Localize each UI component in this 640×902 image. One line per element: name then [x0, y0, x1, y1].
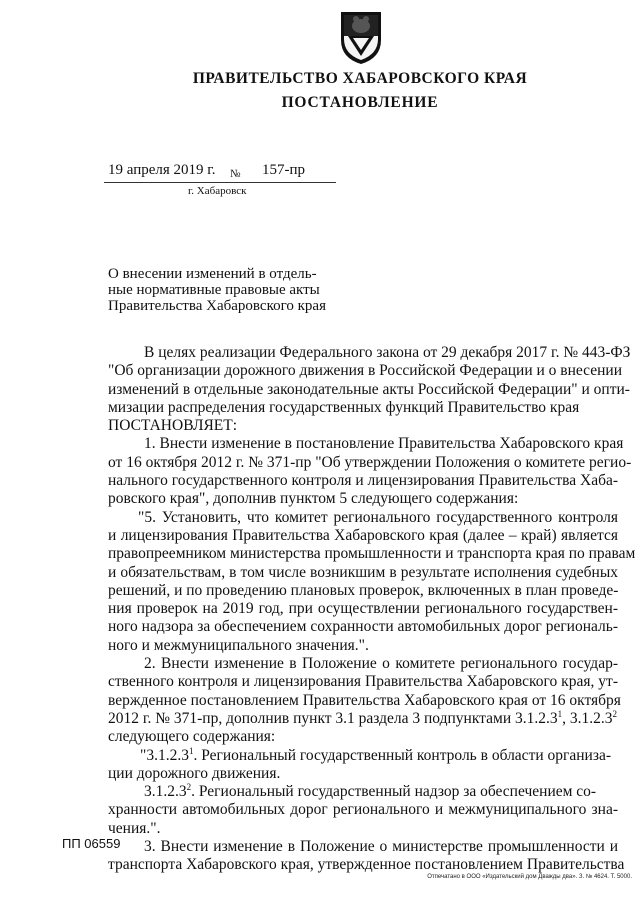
body-line: мизации распределения государственных функций Правительство края — [108, 398, 580, 416]
printer-note: Отпечатано в ООО «Издательский дом Дважды два». З. № 4624. Т. 5000. — [427, 874, 632, 880]
body-text: 2012 г. № 371-пр, дополнив пункт 3.1 раздела 3 подпунктами 3.1.2.3 — [108, 709, 558, 727]
subject-line: ные нормативные правовые акты — [108, 282, 320, 298]
date-underline — [104, 182, 336, 183]
body-line: чения.". — [108, 819, 161, 837]
body-line: решений, и по проведению плановых проверок, включенных в план проведе- — [108, 581, 619, 599]
body-line: 2. Внести изменение в Положение о комитете регионального государ- — [144, 655, 618, 673]
khabarovsk-coat-of-arms-icon — [336, 6, 386, 66]
body-text: 3.1.2.3 — [144, 783, 187, 801]
body-line — [108, 747, 618, 765]
document-subject — [108, 266, 358, 314]
body-line: 1. Внести изменение в постановление Правительства Хабаровского края — [144, 435, 624, 453]
body-line: нального государственного контроля и лицензирования Правительства Хаба- — [108, 472, 618, 490]
body-line: ственного контроля и лицензирования Правительства Хабаровского края, ут- — [108, 673, 618, 691]
subject-line: О внесении изменений в отдель- — [108, 266, 317, 282]
body-line: вержденное постановлением Правительства Хабаровского края от 16 октября — [108, 691, 621, 709]
body-line: изменений в отдельные законодательные акты Российской Федерации" и опти- — [108, 380, 630, 398]
superscript: 1 — [557, 708, 563, 719]
organization-name: ПРАВИТЕЛЬСТВО ХАБАРОВСКОГО КРАЯ — [192, 70, 528, 87]
body-line: хранности автомобильных дорог регионального и межмуниципального зна- — [108, 801, 618, 819]
body-text: , 3.1.2.3 — [562, 709, 613, 727]
document-number: 157-пр — [262, 162, 306, 178]
body-text: . Региональный государственный надзор за обеспечением со- — [191, 783, 597, 801]
superscript: 2 — [186, 781, 192, 792]
document-body — [108, 344, 636, 875]
body-line: и обязательствам, в том числе возникшим в результате исполнения судебных — [108, 563, 618, 581]
body-line: транспорта Хабаровского края, утвержденное постановлением Правительства — [108, 856, 625, 874]
document-type: ПОСТАНОВЛЕНИЕ — [281, 94, 439, 111]
body-line — [108, 710, 618, 728]
document-city: г. Хабаровск — [188, 185, 247, 197]
body-line: ного и межмуниципального значения.". — [108, 636, 369, 654]
body-line: ния проверок на 2019 год, при осуществлении регионального государствен- — [108, 600, 618, 618]
body-line: ного надзора за обеспечением сохранности автомобильных дорог региональ- — [108, 618, 618, 636]
superscript: 2 — [612, 708, 617, 719]
document-date: 19 апреля 2019 г. — [108, 162, 216, 178]
decree-word: ПОСТАНОВЛЯЕТ: — [108, 417, 238, 435]
body-line: ровского края", дополнив пунктом 5 следующего содержания: — [108, 490, 519, 508]
body-text: . Региональный государственный контроль в области организа- — [193, 746, 611, 764]
body-line: В целях реализации Федерального закона от 29 декабря 2017 г. № 443-ФЗ — [144, 344, 631, 361]
body-line: правопреемником министерства промышленности и транспорта края по правам — [108, 545, 636, 563]
subject-line: Правительства Хабаровского края — [108, 298, 326, 314]
body-line: следующего содержания: — [108, 728, 276, 746]
body-text: "3.1.2.3 — [140, 746, 189, 764]
body-line: "Об организации дорожного движения в Российской Федерации и о внесении — [108, 362, 622, 380]
document-code: ПП 06559 — [62, 836, 121, 851]
body-line: от 16 октября 2012 г. № 371-пр "Об утверждении Положения о комитете регио- — [108, 453, 632, 471]
number-sign: № — [230, 168, 241, 180]
body-line: 3. Внести изменение в Положение о министерстве промышленности и — [144, 838, 618, 856]
body-line — [108, 783, 618, 801]
body-line: ции дорожного движения. — [108, 764, 281, 782]
superscript: 1 — [188, 745, 194, 756]
body-line: и лицензирования Правительства Хабаровского края (далее – край) является — [108, 526, 618, 544]
body-line: "5. Установить, что комитет регионального государственного контроля — [138, 508, 618, 526]
